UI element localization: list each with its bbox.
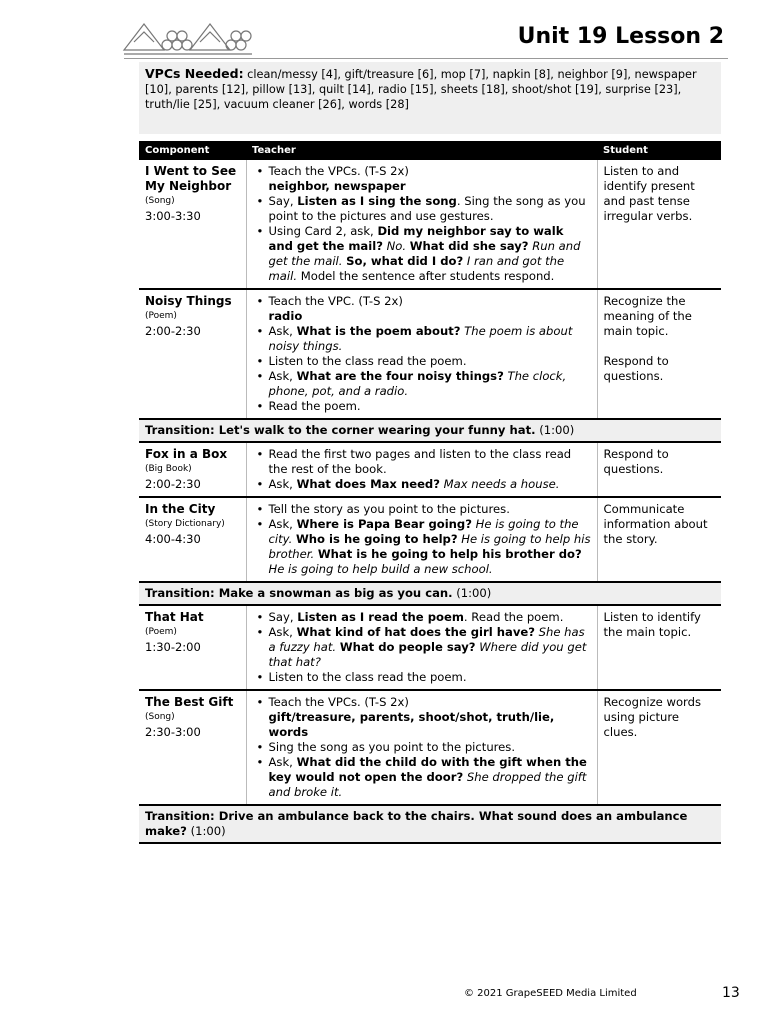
teacher-step <box>263 354 591 369</box>
transition-row <box>139 582 721 605</box>
step-text: He is going to help his brother. <box>268 532 591 561</box>
student-cell: Communicate information about the story. <box>597 497 721 582</box>
table-body <box>139 160 721 843</box>
step-text: What are the four noisy things? <box>296 369 504 383</box>
step-text: What is the poem about? <box>296 324 461 338</box>
component-name: That Hat <box>145 610 204 624</box>
step-text: Teach the VPCs. (T-S 2x) <box>268 695 409 709</box>
step-text: What did she say? <box>409 239 529 253</box>
step-text: Ask, <box>268 477 297 491</box>
component-cell <box>139 690 246 805</box>
step-text: Where did you get that hat? <box>268 640 587 669</box>
teacher-step <box>263 517 591 577</box>
step-text: Ask, <box>268 625 297 639</box>
step-text: The poem is about noisy things. <box>268 324 573 353</box>
transition-time: (1:00) <box>186 824 226 838</box>
step-text: What do people say? <box>339 640 476 654</box>
teacher-step <box>263 477 591 492</box>
component-name: The Best Gift <box>145 695 234 709</box>
teacher-step <box>263 625 591 670</box>
step-text: I ran and got the mail. <box>268 254 565 283</box>
component-cell <box>139 442 246 497</box>
step-text: Listen as I sing the song <box>297 194 457 208</box>
component-type: (Big Book) <box>145 464 192 474</box>
component-cell <box>139 289 246 419</box>
component-type: (Story Dictionary) <box>145 519 225 529</box>
vocab-list <box>263 179 591 194</box>
lesson-table <box>139 141 721 844</box>
teacher-step <box>263 755 591 800</box>
component-type: (Song) <box>145 196 175 206</box>
step-text: Ask, <box>268 755 297 769</box>
teacher-step <box>263 294 591 309</box>
transition-time: (1:00) <box>452 586 492 600</box>
component-time: 3:00-3:30 <box>145 209 201 223</box>
table-row <box>139 690 721 805</box>
step-text: Sing the song as you point to the pictures. <box>268 740 516 754</box>
teacher-step <box>263 670 591 685</box>
teacher-step <box>263 502 591 517</box>
step-text: Max needs a house. <box>439 477 560 491</box>
step-text: So, what did I do? <box>346 254 464 268</box>
step-text: Model the sentence after students respond. <box>297 269 555 283</box>
step-text: Read the first two pages and listen to the class read the rest of the book. <box>268 447 572 476</box>
step-text: Ask, <box>268 324 297 338</box>
transition-row <box>139 419 721 442</box>
component-time: 2:00-2:30 <box>145 477 201 491</box>
step-text: What did the child do with the gift when the key would not open the door? <box>268 755 587 784</box>
header-teacher: Teacher <box>246 141 597 160</box>
teacher-list <box>253 447 591 492</box>
step-text: Who is he going to help? <box>295 532 458 546</box>
table-row <box>139 442 721 497</box>
page-title: Unit 19 Lesson 2 <box>517 24 724 49</box>
step-text: Run and get the mail. <box>268 239 581 268</box>
step-text: What is he going to help his brother do? <box>317 547 582 561</box>
component-time: 2:30-3:00 <box>145 725 201 739</box>
student-cell: Listen to and identify present and past tense irregular verbs. <box>603 164 695 223</box>
step-text: Teach the VPC. (T-S 2x) <box>268 294 403 308</box>
step-text: Listen as I read the poem <box>297 610 464 624</box>
teacher-list <box>253 294 591 414</box>
step-text: radio <box>268 309 303 323</box>
student-cell: Recognize words using picture clues. <box>597 690 721 805</box>
step-text: What kind of hat does the girl have? <box>296 625 535 639</box>
step-text: He is going to the city. <box>268 517 579 546</box>
table-header-row <box>139 141 721 160</box>
step-text: gift/treasure, parents, shoot/shot, truth/lie, words <box>268 710 555 739</box>
header-component: Component <box>139 141 246 160</box>
teacher-cell <box>246 497 597 582</box>
teacher-step <box>263 164 591 179</box>
component-type: (Poem) <box>145 627 177 637</box>
transition-label: Transition: Let's walk to the corner wearing your funny hat. <box>145 423 536 437</box>
teacher-cell <box>246 605 597 690</box>
teacher-step <box>263 369 591 399</box>
step-text: He is going to help build a new school. <box>268 562 493 576</box>
component-cell <box>139 160 246 289</box>
component-type: (Poem) <box>145 311 177 321</box>
transition-cell <box>139 582 721 605</box>
component-time: 2:00-2:30 <box>145 324 201 338</box>
transition-cell <box>139 419 721 442</box>
step-text: The clock, phone, pot, and a radio. <box>268 369 567 398</box>
header-student: Student <box>597 141 721 160</box>
transition-label: Transition: Drive an ambulance back to the chairs. What sound does an ambulance make? <box>145 809 688 838</box>
step-text: Teach the VPCs. (T-S 2x) <box>268 164 409 178</box>
teacher-list <box>253 695 591 800</box>
teacher-step <box>263 224 591 284</box>
step-text: She dropped the gift and broke it. <box>268 770 587 799</box>
table-row <box>139 160 721 289</box>
student-cell: Respond to questions. <box>597 442 721 497</box>
component-time: 4:00-4:30 <box>145 532 201 546</box>
component-name: I Went to See My Neighbor <box>145 164 237 193</box>
step-text: Read the poem. <box>268 399 361 413</box>
step-text: . Sing the song as you point to the pictures and use gestures. <box>268 194 586 223</box>
step-text: Tell the story as you point to the pictures. <box>268 502 510 516</box>
teacher-cell <box>246 160 597 289</box>
step-text: . Read the poem. <box>463 610 564 624</box>
teacher-list <box>253 610 591 685</box>
teacher-step <box>263 447 591 477</box>
step-text: Listen to the class read the poem. <box>268 354 467 368</box>
transition-cell <box>139 805 721 843</box>
teacher-cell <box>246 289 597 419</box>
table-row <box>139 289 721 419</box>
step-text: Say, <box>268 194 298 208</box>
teacher-cell <box>246 690 597 805</box>
transition-row <box>139 805 721 843</box>
teacher-list <box>253 164 591 284</box>
page-header <box>0 0 768 64</box>
student-cell: Recognize the meaning of the main topic. Respond to questions. <box>597 289 721 419</box>
table-row <box>139 497 721 582</box>
component-name: In the City <box>145 502 216 516</box>
grapeseed-logo-icon <box>122 20 254 58</box>
vpcs-label: VPCs Needed: <box>145 66 244 81</box>
teacher-step <box>263 399 591 414</box>
step-text: She has a fuzzy hat. <box>268 625 585 654</box>
teacher-step <box>263 695 591 710</box>
step-text: neighbor, newspaper <box>268 179 406 193</box>
step-text: Listen to the class read the poem. <box>268 670 467 684</box>
component-name: Fox in a Box <box>145 447 228 461</box>
step-text: Say, <box>268 610 298 624</box>
table-row <box>139 605 721 690</box>
step-text: Did my neighbor say to walk and get the mail? <box>268 224 564 253</box>
step-text: Using Card 2, ask, <box>268 224 378 238</box>
component-cell <box>139 605 246 690</box>
page-number: 13 <box>722 985 740 1001</box>
step-text: Ask, <box>268 369 297 383</box>
step-text: Where is Papa Bear going? <box>296 517 472 531</box>
vpcs-needed-box <box>139 62 721 134</box>
teacher-step <box>263 194 591 224</box>
teacher-step <box>263 324 591 354</box>
teacher-cell <box>246 442 597 497</box>
transition-time: (1:00) <box>535 423 575 437</box>
teacher-step <box>263 610 591 625</box>
student-cell: Listen to identify the main topic. <box>597 605 721 690</box>
vocab-list <box>263 710 591 740</box>
vocab-list <box>263 309 591 324</box>
vpcs-list: clean/messy [4], gift/treasure [6], mop [7], napkin [8], neighbor [9], newspaper [10], parents [12], pillow [13], quilt [14], radio [15], sheets [18], shoot/shot [19], surprise [23], truth/lie [25], vacuum cleaner [26], words [28] <box>145 68 697 111</box>
teacher-list <box>253 502 591 577</box>
transition-label: Transition: Make a snowman as big as you can. <box>145 586 453 600</box>
step-text: What does Max need? <box>296 477 440 491</box>
component-cell <box>139 497 246 582</box>
step-text: No. <box>382 239 407 253</box>
header-rule <box>124 58 728 59</box>
step-text: Ask, <box>268 517 297 531</box>
teacher-step <box>263 740 591 755</box>
component-type: (Song) <box>145 712 175 722</box>
component-time: 1:30-2:00 <box>145 640 201 654</box>
component-name: Noisy Things <box>145 294 232 308</box>
copyright: © 2021 GrapeSEED Media Limited <box>464 988 637 999</box>
